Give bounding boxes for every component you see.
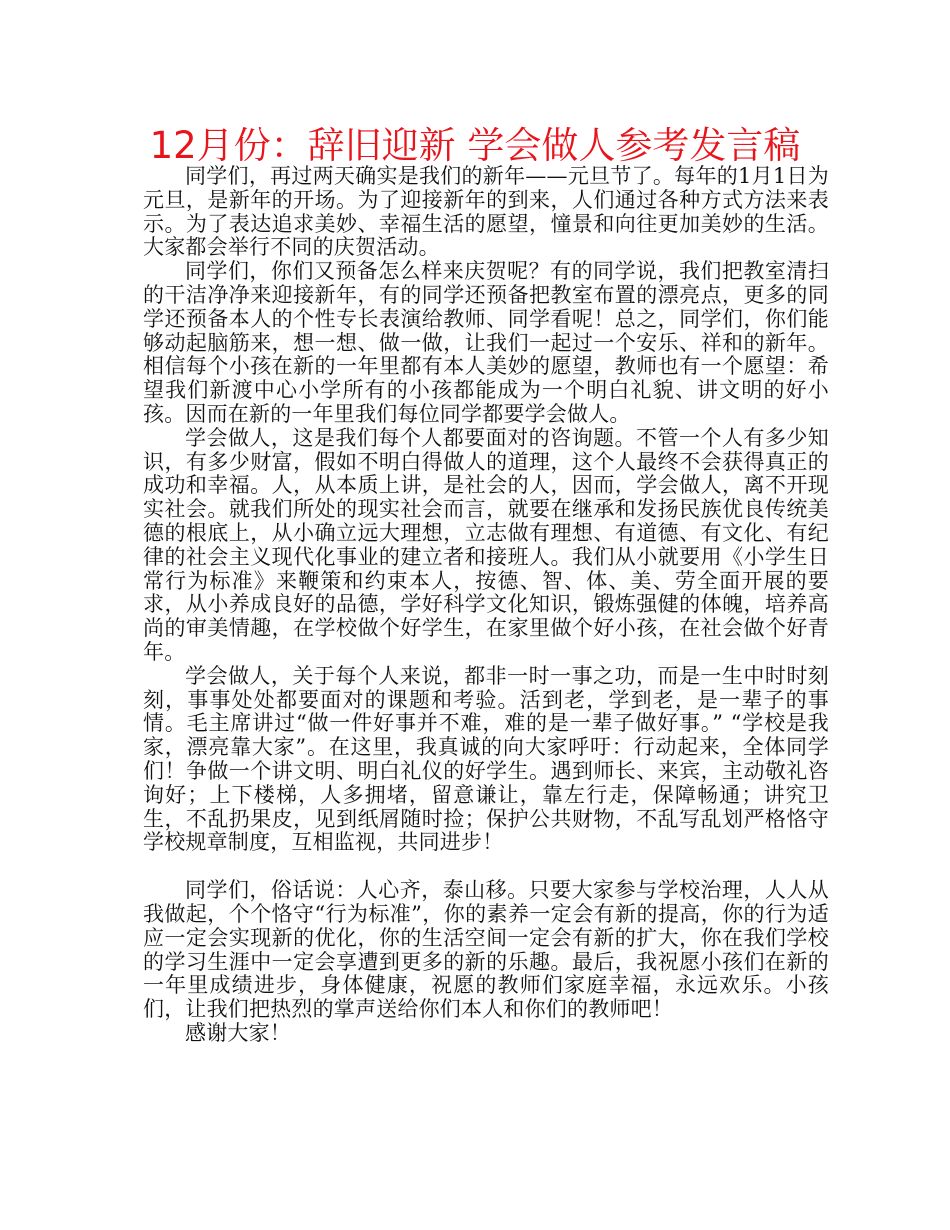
closing-line: 感谢大家！ [185,1020,291,1045]
paragraph-2: 同学们，你们又预备怎么样来庆贺呢？有的同学说，我们把教室清扫的干洁净净来迎接新年，有的同学还预备把教室布置的漂亮点，更多的同学还预备本人的个性专长表演给教师、同学看呢！总之，同学们，你们能够动起脑筋来，想一想、做一做，让我们一起过一个安乐、祥和的新年。相信每个小孩在新的一年里都有本人美妙的愿望，教师也有一个愿望：希望我们新渡中心小学所有的小孩都能成为一个明白礼貌、讲文明的好小孩。因而在新的一年里我们每位同学都要学会做人。 [143,259,829,426]
paragraph-4: 学会做人，关于每个人来说，都非一时一事之功，而是一生中时时刻刻，事事处处都要面对的课题和考验。活到老，学到老，是一辈子的事情。毛主席讲过“做一件好事并不难，难的是一辈子做好事。” “学校是我家，漂亮靠大家”。在这里，我真诚的向大家呼吁：行动起来，全体同学们！争做一个讲文明、明白礼仪的好学生。遇到师长、来宾，主动敬礼咨询好；上下楼梯，人多拥堵，留意谦让，靠左行走，保障畅通；讲究卫生，不乱扔果皮，见到纸屑随时捡；保护公共财物，不乱写乱划严格恪守学校规章制度，互相监视，共同进步！ [143,663,829,855]
document-body [143,165,829,1046]
paragraph-3: 学会做人，这是我们每个人都要面对的咨询题。不管一个人有多少知识，有多少财富，假如不明白得做人的道理，这个人最终不会获得真正的成功和幸福。人，从本质上讲，是社会的人，因而，学会做人，离不开现实社会。就我们所处的现实社会而言，就要在继承和发扬民族优良传统美德的根底上，从小确立远大理想，立志做有理想、有道德、有文化、有纪律的社会主义现代化事业的建立者和接班人。我们从小就要用《小学生日常行为标准》来鞭策和约束本人，按德、智、体、美、劳全面开展的要求，从小养成良好的品德，学好科学文化知识，锻炼强健的体魄，培养高尚的审美情趣，在学校做个好学生，在家里做个好小孩，在社会做个好青年。 [143,425,829,664]
paragraph-spacer [143,855,829,879]
paragraph-5: 同学们，俗话说：人心齐，泰山移。只要大家参与学校治理，人人从我做起，个个恪守“行为标准”，你的素养一定会有新的提高，你的行为适应一定会实现新的优化，你的生活空间一定会有新的扩大，你在我们学校的学习生涯中一定会享遭到更多的新的乐趣。最后，我祝愿小孩们在新的一年里成绩进步，身体健康，祝愿的教师们家庭幸福，永远欢乐。小孩们，让我们把热烈的掌声送给你们本人和你们的教师吧！ [143,878,829,1022]
document-title: 12月份：辞旧迎新 学会做人参考发言稿 [149,124,801,167]
paragraph-1: 同学们，再过两天确实是我们的新年——元旦节了。每年的1月1日为元旦，是新年的开场。为了迎接新年的到来，人们通过各种方式方法来表示。为了表达追求美妙、幸福生活的愿望，憧景和向往更加美妙的生活。大家都会举行不同的庆贺活动。 [143,164,829,260]
